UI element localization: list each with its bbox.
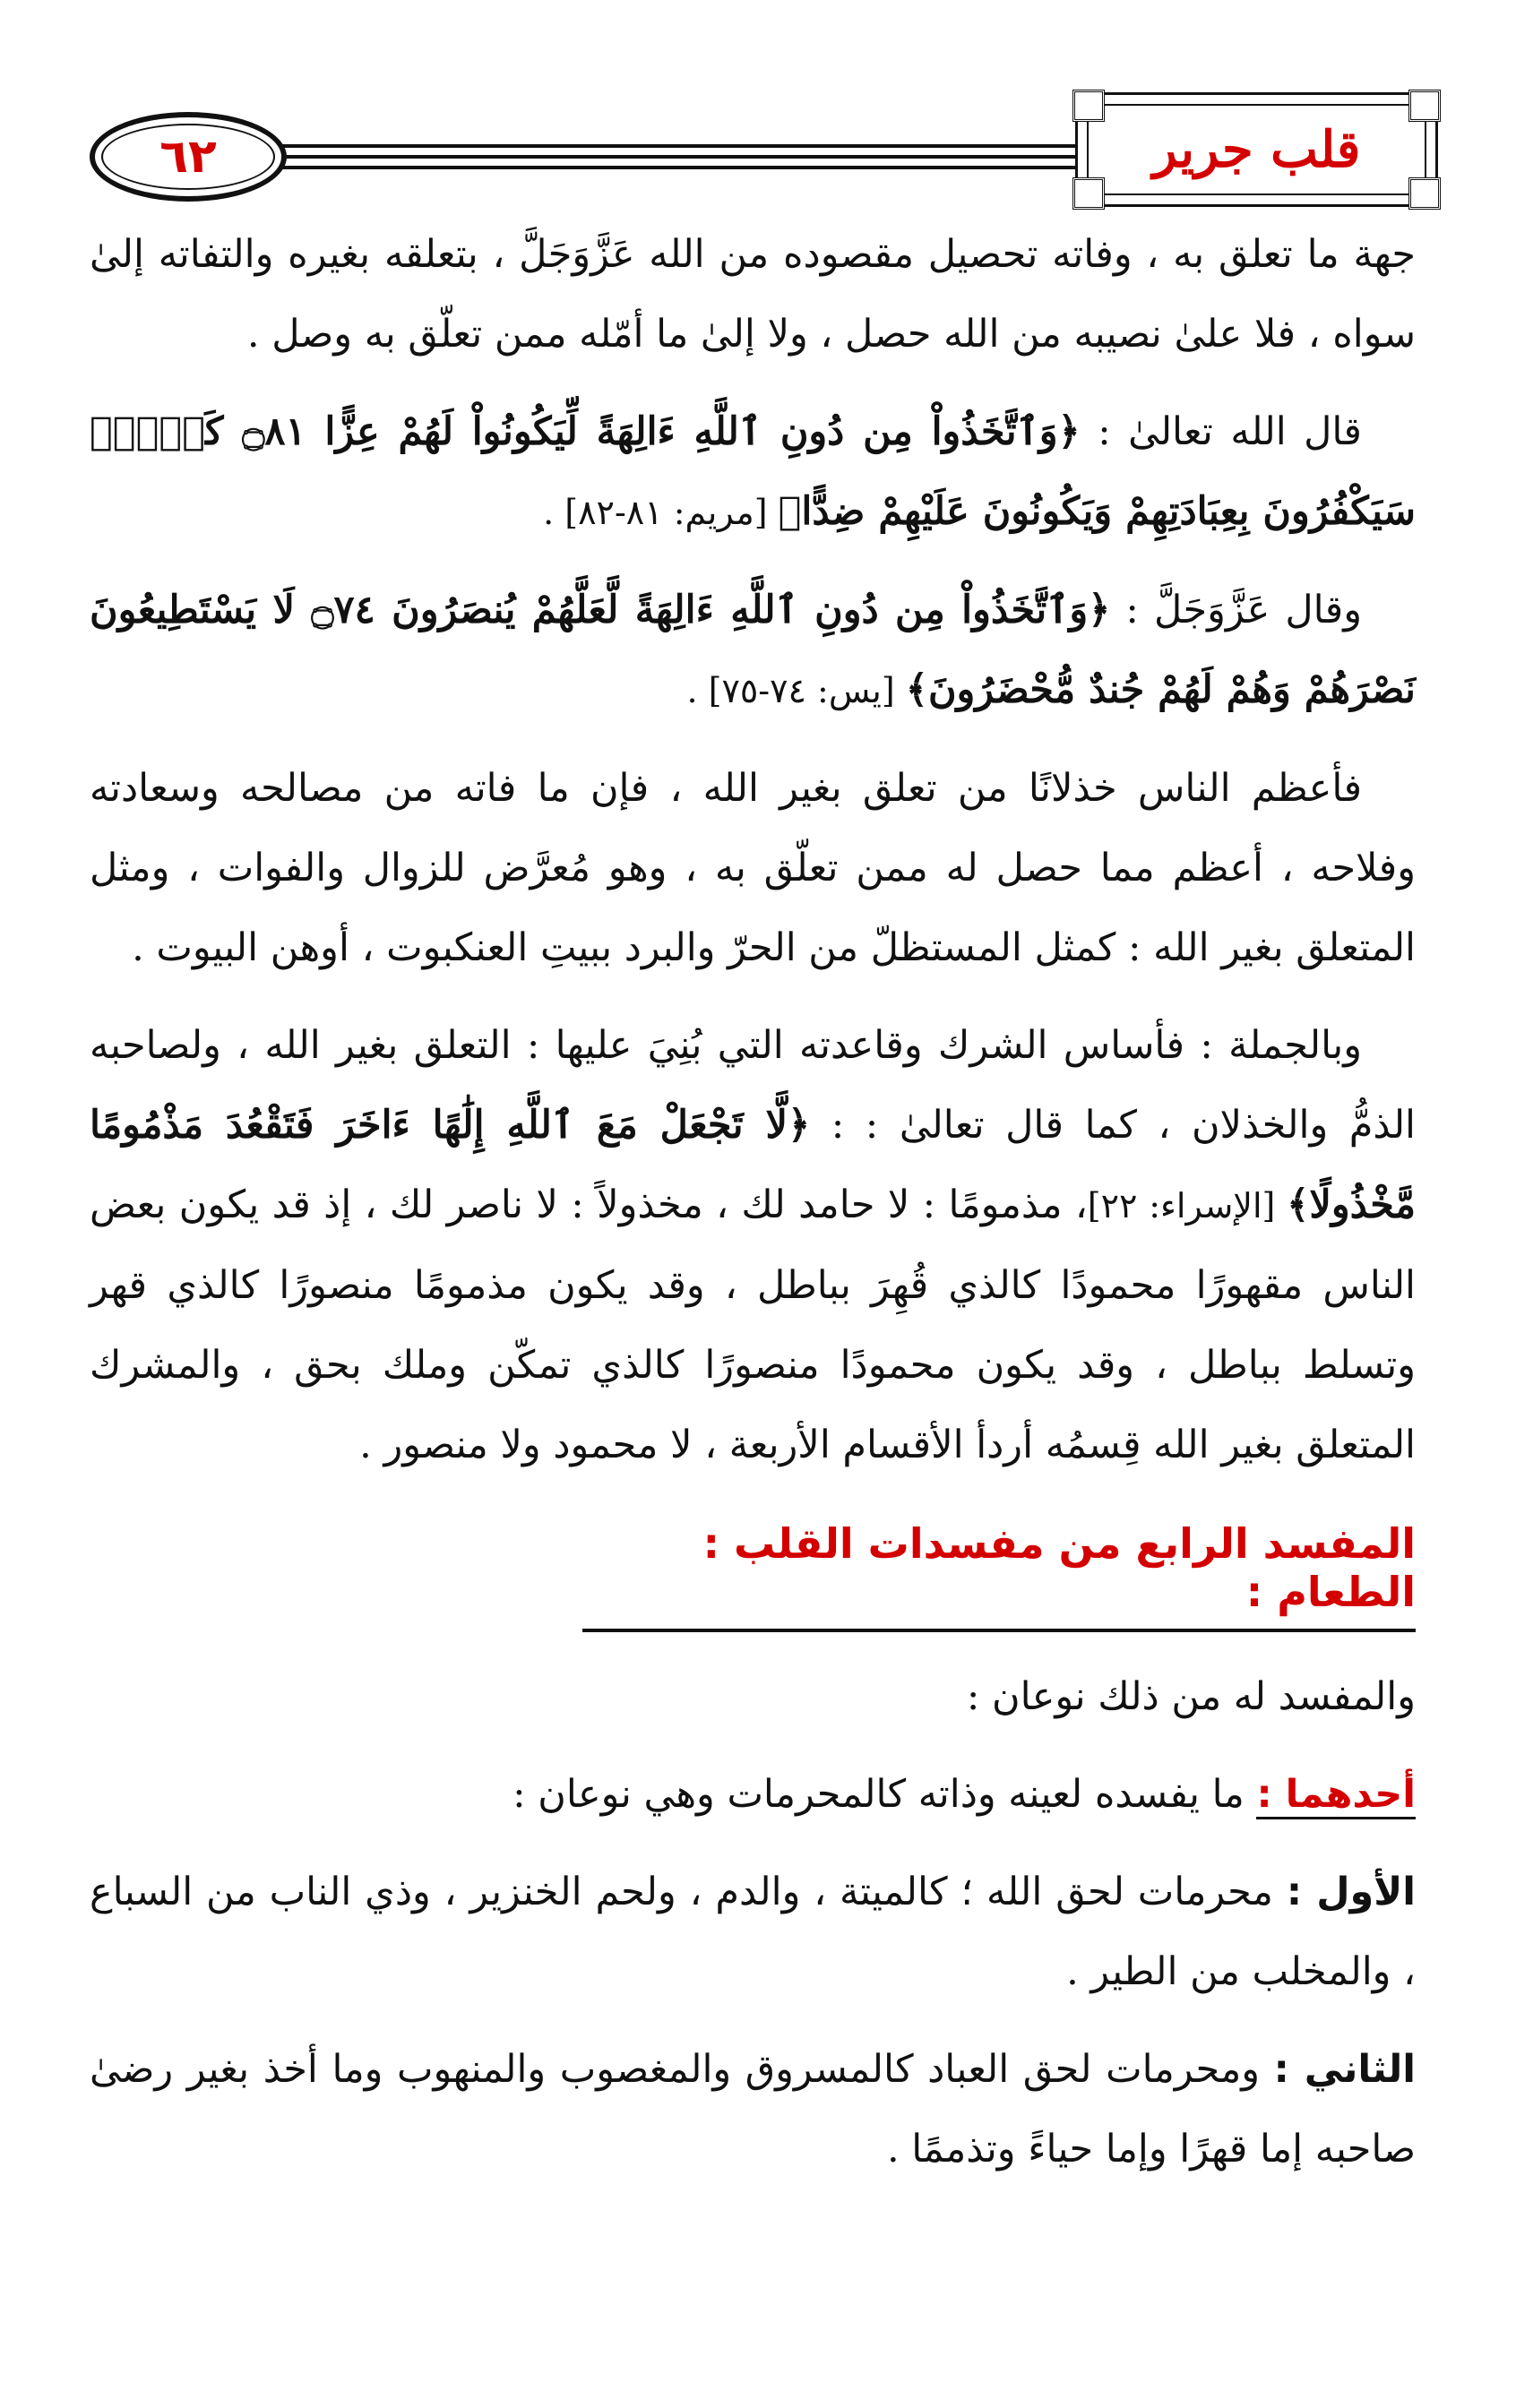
item-awal xyxy=(90,1853,1416,2012)
section-heading-text: المفسد الرابع من مفسدات القلب : الطعام : xyxy=(582,1519,1416,1632)
section-heading xyxy=(90,1519,1416,1632)
verse-reference: [مريم: ٨١-٨٢] . xyxy=(543,493,779,532)
paragraph-intro: وقال عَزَّوَجَلَّ : xyxy=(1110,588,1362,632)
item-thani-text: ومحرمات لحق العباد كالمسروق والمغصوب والمنهوب وما أخذ بغير رضىٰ صاحبه إما قهرًا وإما حياءً وتذممًا . xyxy=(90,2047,1416,2172)
item-thani xyxy=(90,2030,1416,2189)
book-title: قلب جرير xyxy=(1152,120,1361,179)
first-type-label: أحدهما : xyxy=(1256,1772,1416,1819)
quran-verse: ﴿وَٱتَّخَذُواْ مِن دُونِ ٱللَّهِ ءَالِهَةً لِّيَكُونُواْ لَهُمْ عِزًّا ۝٨١ كَلَّاۚ سَيَكْفُرُونَ بِعِبَادَتِهِمْ وَيَكُونُونَ عَلَيْهِمْ ضِدًّا﴾ xyxy=(90,409,1416,534)
paragraph-quran-yasin xyxy=(90,571,1416,731)
paragraph-intro: قال الله تعالىٰ : xyxy=(1080,409,1362,454)
page-number: ٦٢ xyxy=(159,130,217,184)
page-body xyxy=(90,215,1416,2207)
paragraph-4: فأعظم الناس خذلانًا من تعلق بغير الله ، فإن ما فاته من مصالحه وسعادته وفلاحه ، أعظم مما حصل له ممن تعلّق به ، وهو مُعرَّض للزوال والفوات ، ومثل المتعلق بغير الله : كمثل المستظلّ من الحرّ والبرد ببيتِ العنكبوت ، أوهن البيوت . xyxy=(90,766,1416,970)
item-awal-text: محرمات لحق الله ؛ كالميتة ، والدم ، ولحم الخنزير ، وذي الناب من السباع ، والمخلب من الطير . xyxy=(90,1870,1416,1994)
header-rule-middle xyxy=(278,155,1084,159)
verse-reference: [يس: ٧٤-٧٥] . xyxy=(686,671,906,710)
quran-verse: ﴿وَٱتَّخَذُواْ مِن دُونِ ٱللَّهِ ءَالِهَةً لَّعَلَّهُمْ يُنصَرُونَ ۝٧٤ لَا يَسْتَطِيعُونَ نَصْرَهُمْ وَهُمْ لَهُمْ جُندٌ مُّحْضَرُونَ﴾ xyxy=(90,588,1416,712)
header-rule-bottom xyxy=(278,166,1084,169)
item-thani-label: الثاني : xyxy=(1273,2047,1416,2092)
first-type-text: ما يفسده لعينه وذاته كالمحرمات وهي نوعان : xyxy=(513,1772,1257,1817)
quran-verse: ﴿لَّا تَجْعَلْ مَعَ ٱللَّهِ إِلَٰهًا ءَاخَرَ فَتَقْعُدَ مَذْمُومًا مَّخْذُولًا﴾ xyxy=(90,1103,1416,1227)
paragraph-text: وبالجملة : فأساس الشرك وقاعدته التي بُنِيَ عليها : التعلق بغير الله ، ولصاحبه الذمُّ والخذلان ، كما قال تعالىٰ : : xyxy=(90,1023,1416,1148)
page-number-cartouche xyxy=(90,112,287,202)
paragraph-text: ، مذمومًا : لا حامد لك ، مخذولاً : لا ناصر لك ، إذ قد يكون بعض الناس مقهورًا محمودًا كالذي قُهِرَ بباطل ، وقد يكون مذمومًا منصورًا كالذي قهر وتسلط بباطل ، وقد يكون محمودًا منصورًا كالذي تمكّن وملك بحق ، والمشرك المتعلق بغير الله قِسمُه أردأ الأقسام الأربعة ، لا محمود ولا منصور . xyxy=(90,1182,1416,1467)
section-intro: والمفسد له من ذلك نوعان : xyxy=(966,1674,1416,1719)
header-rule-top xyxy=(278,144,1084,148)
item-awal-label: الأول : xyxy=(1286,1870,1416,1914)
book-title-frame xyxy=(1075,92,1438,207)
paragraph-1: جهة ما تعلق به ، وفاته تحصيل مقصوده من الله عَزَّوَجَلَّ ، بتعلقه بغيره والتفاته إلىٰ سواه ، فلا علىٰ نصيبه من الله حصل ، ولا إلىٰ ما أمّله ممن تعلّق به وصل . xyxy=(90,232,1416,357)
paragraph-5 xyxy=(90,1006,1416,1485)
verse-reference: [الإسراء: ٢٢] xyxy=(1087,1186,1288,1226)
paragraph-quran-maryam xyxy=(90,392,1416,553)
first-type xyxy=(90,1755,1416,1835)
page-header xyxy=(90,76,1438,211)
